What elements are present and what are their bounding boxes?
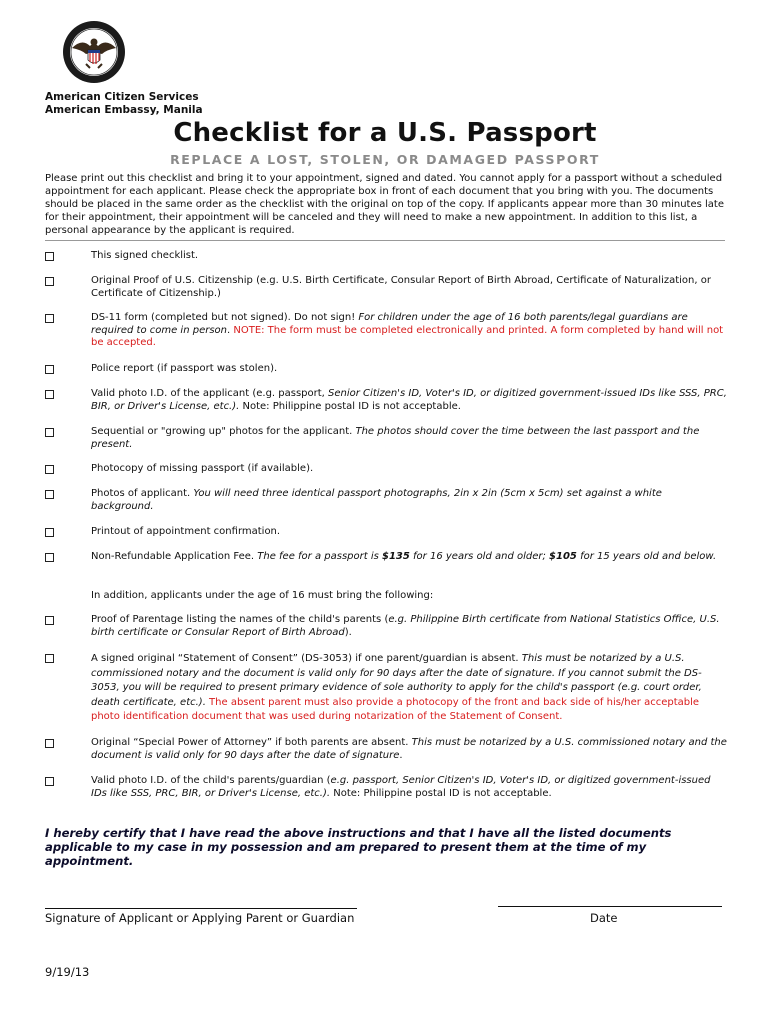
item-text: A signed original “Statement of Consent” (DS-3053) if one parent/guardian is absent. (91, 653, 522, 664)
item-italic-text: For children under the age of 16 both parents/legal guardians are required to come in person (91, 312, 688, 336)
fee-amount: $105 (549, 551, 577, 562)
checkbox[interactable] (45, 428, 54, 437)
embassy-seal-icon (62, 20, 126, 84)
item-italic-text: This must be notarized by a U.S. commissioned notary and the document is valid only for 90 days after the date of signature (91, 737, 727, 761)
item-text: Photos of applicant. (91, 488, 194, 499)
item-text: Police report (if passport was stolen). (91, 363, 278, 374)
checklist-item (45, 363, 727, 376)
item-text: Printout of appointment confirmation. (91, 526, 281, 537)
checkbox[interactable] (45, 777, 54, 786)
checklist-item (45, 652, 727, 725)
item-italic-text: for 15 years old and below. (576, 551, 717, 562)
item-text: Note: Philippine postal ID is not acceptable. (330, 787, 552, 799)
checklist-item (45, 488, 727, 513)
checklist-item (45, 312, 727, 350)
signature-label: Signature of Applicant or Applying Parent or Guardian (45, 911, 355, 925)
intro-paragraph: Please print out this checklist and bring it to your appointment, signed and dated. You cannot apply for a passport without a scheduled appointment for each applicant. Please check the appropriate box in front of each document that you bring with you. The documents should be placed in the same order as the checklist with the original on top of the copy. If applicants appear more than 30 minutes late for their appointment, their appointment will be canceled and they will need to make a new appointment. In addition to this list, a personal appearance by the applicant is required. (45, 173, 724, 236)
item-text: Sequential or "growing up" photos for the applicant. (91, 426, 356, 437)
item-italic-text: The fee for a passport is (257, 551, 383, 562)
checkbox[interactable] (45, 465, 54, 474)
item-text: Original Proof of U.S. Citizenship (e.g. U.S. Birth Certificate, Consular Report of Birth Abroad, Certificate of Naturalization, or Certificate of Citizenship.) (91, 275, 711, 299)
item-italic-text: You will need three identical passport photographs, 2in x 2in (5cm x 5cm) set against a white background. (91, 488, 662, 512)
checklist-item (45, 775, 727, 800)
item-warning-text: The absent parent must also provide a photocopy of the front and back side of his/her acceptable photo identification document that was used during notarization of the Statement of Consent. (91, 696, 700, 722)
item-text: . (399, 749, 403, 761)
item-italic-text: This must be notarized by a U.S. commissioned notary and the document is valid only for 90 days after the date of signature. If you cannot submit the DS-3053, you will be required to present primary evidence of sole authority to apply for the child's passport (e.g. court order, death certificate, etc.). (91, 653, 702, 708)
checkbox[interactable] (45, 654, 54, 663)
checkbox[interactable] (45, 314, 54, 323)
item-text: Original “Special Power of Attorney” if both parents are absent. (91, 737, 412, 748)
item-text: Proof of Parentage listing the names of the child's parents ( (91, 614, 389, 625)
checklist-item (45, 388, 727, 413)
checkbox[interactable] (45, 739, 54, 748)
item-text: Valid photo I.D. of the child's parents/guardian ( (91, 775, 331, 786)
page-title: Checklist for a U.S. Passport (173, 118, 597, 148)
checklist-item (45, 426, 727, 451)
checkbox[interactable] (45, 528, 54, 537)
item-warning-text: NOTE: The form must be completed electronically and printed. A form completed by hand will not be accepted. (91, 324, 724, 348)
page-subtitle: REPLACE A LOST, STOLEN, OR DAMAGED PASSPORT (170, 152, 600, 167)
item-italic-text: e.g. passport, Senior Citizen's ID, Voter's ID, or digitized government-issued IDs like SSS, PRC, BIR, or Driver's License, etc.). (91, 775, 711, 799)
item-italic-text: The photos should cover the time between the last passport and the present. (91, 426, 700, 450)
fee-amount: $135 (382, 551, 410, 562)
checkbox[interactable] (45, 277, 54, 286)
checklist-item (45, 463, 727, 476)
item-italic-text: Senior Citizen's ID, Voter's ID, or digitized government-issued IDs like SSS, PRC, BIR, or Driver's License, etc.). (91, 388, 727, 412)
date-line[interactable] (498, 906, 722, 907)
certification-statement: I hereby certify that I have read the above instructions and that I have all the listed documents applicable to my case in my possession and am prepared to present them at the time of my appointment. (45, 826, 672, 868)
checklist-item (45, 614, 727, 639)
checkbox[interactable] (45, 553, 54, 562)
divider (45, 240, 725, 241)
checklist-item (45, 526, 727, 539)
item-italic-text: e.g. Philippine Birth certificate from National Statistics Office, U.S. birth certificate or Consular Report of Birth Abroad (91, 614, 720, 638)
item-italic-text: for 16 years old and older; (409, 551, 550, 562)
checkbox[interactable] (45, 616, 54, 625)
footer-date: 9/19/13 (45, 965, 90, 979)
checkbox[interactable] (45, 390, 54, 399)
checkbox[interactable] (45, 365, 54, 374)
checkbox[interactable] (45, 490, 54, 499)
item-text: Photocopy of missing passport (if available). (91, 463, 314, 474)
checklist-item (45, 551, 727, 564)
minor-note: In addition, applicants under the age of 16 must bring the following: (91, 590, 434, 601)
office-line-1: American Citizen Services (45, 91, 199, 103)
item-text: Note: Philippine postal ID is not acceptable. (239, 400, 461, 412)
date-label: Date (590, 911, 618, 925)
checklist-item (45, 737, 727, 762)
signature-line[interactable] (45, 908, 357, 909)
item-text: Non-Refundable Application Fee. (91, 551, 258, 562)
office-name (45, 91, 203, 117)
item-text: ). (344, 626, 352, 638)
checkbox[interactable] (45, 252, 54, 261)
item-text: . (227, 324, 234, 336)
item-text: This signed checklist. (91, 250, 199, 261)
item-text: DS-11 form (completed but not signed). Do not sign! (91, 312, 359, 323)
checklist-item (45, 275, 727, 300)
item-text: Valid photo I.D. of the applicant (e.g. passport, (91, 388, 329, 399)
checklist-item (45, 250, 727, 263)
office-line-2: American Embassy, Manila (45, 104, 203, 116)
